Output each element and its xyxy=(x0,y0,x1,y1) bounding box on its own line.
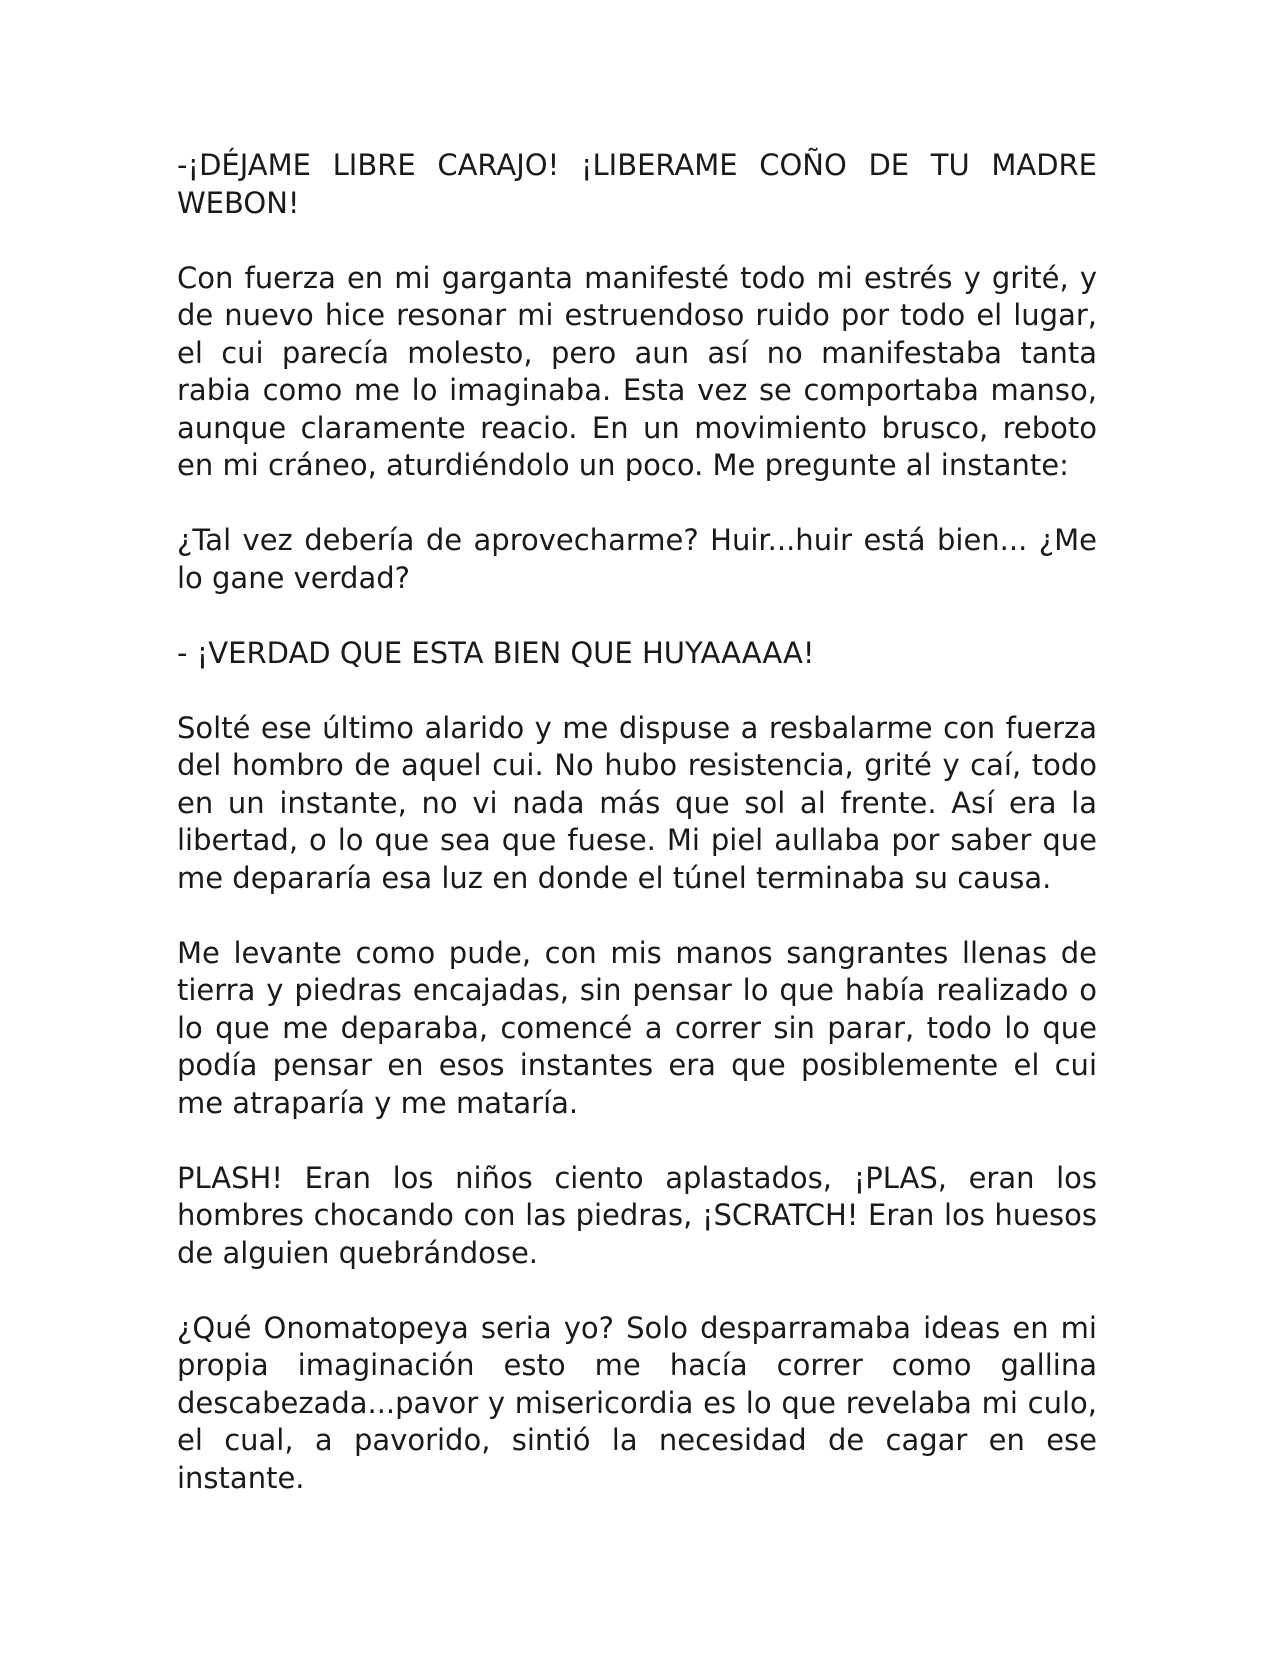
document-body xyxy=(177,147,1097,1535)
paragraph: Con fuerza en mi garganta manifesté todo mi estrés y grité, y de nuevo hice resonar mi estruendoso ruido por todo el lugar, el cui parecía molesto, pero aun así no manifestaba tanta rabia como me lo imaginaba. Esta vez se comportaba manso, aunque claramente reacio. En un movimiento brusco, reboto en mi cráneo, aturdiéndolo un poco. Me pregunte al instante: xyxy=(177,260,1097,482)
paragraph: - ¡VERDAD QUE ESTA BIEN QUE HUYAAAAA! xyxy=(177,635,815,670)
paragraph: PLASH! Eran los niños ciento aplastados, ¡PLAS, eran los hombres chocando con las piedras, ¡SCRATCH! Eran los huesos de alguien quebrándose. xyxy=(177,1160,1097,1270)
paragraph: ¿Qué Onomatopeya seria yo? Solo desparramaba ideas en mi propia imaginación esto me hacía correr como gallina descabezada...pavor y misericordia es lo que revelaba mi culo, el cual, a pavorido, sintió la necesidad de cagar en ese instante. xyxy=(177,1310,1097,1495)
paragraph: Solté ese último alarido y me dispuse a resbalarme con fuerza del hombro de aquel cui. No hubo resistencia, grité y caí, todo en un instante, no vi nada más que sol al frente. Así era la libertad, o lo que sea que fuese. Mi piel aullaba por saber que me depararía esa luz en donde el túnel terminaba su causa. xyxy=(177,710,1097,895)
paragraph: Me levante como pude, con mis manos sangrantes llenas de tierra y piedras encajadas, sin pensar lo que había realizado o lo que me deparaba, comencé a correr sin parar, todo lo que podía pensar en esos instantes era que posiblemente el cui me atraparía y me mataría. xyxy=(177,935,1097,1120)
paragraph: ¿Tal vez debería de aprovecharme? Huir...huir está bien... ¿Me lo gane verdad? xyxy=(177,523,1097,595)
paragraph: -¡DÉJAME LIBRE CARAJO! ¡LIBERAME COÑO DE TU MADRE WEBON! xyxy=(177,148,1097,220)
